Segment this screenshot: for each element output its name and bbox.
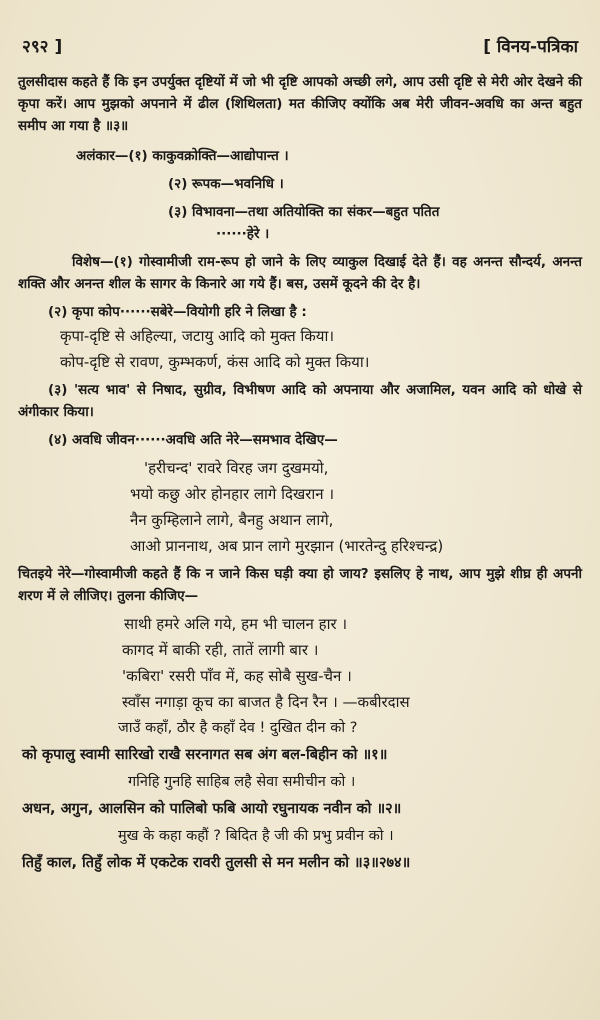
verse2-line-4: स्वाँस नगाड़ा कूच का बाजत है दिन रैन । —कबीरदास bbox=[122, 693, 410, 711]
verse1-line-4: आओ प्राननाथ, अब प्रान लागे मुरझान (भारतेन्दु हरिश्चन्द्र) bbox=[130, 537, 444, 555]
pada-line-2: को कृपालु स्वामी सारिखो राखै सरनागत सब अंग बल-बिहीन को ॥१॥ bbox=[22, 747, 388, 763]
page-header bbox=[18, 34, 582, 57]
verse1-line-2: भयो कछु ओर होनहार लागे दिखरान । bbox=[130, 485, 335, 503]
verse2-line-2: कागद में बाकी रही, तातें लागी बार । bbox=[122, 641, 319, 659]
quote-line-2: कोप-दृष्टि से रावण, कुम्भकर्ण, कंस आदि को मुक्त किया। bbox=[60, 353, 370, 371]
verse1-line-3: नैन कुम्हिलाने लागे, बैनहु अथान लागे, bbox=[130, 511, 334, 529]
alankar-line-1: अलंकार—(१) काकुवक्रोक्ति—आद्योपान्त । bbox=[76, 148, 289, 164]
verse1-line-1: 'हरीचन्द' रावरे विरह जग दुखमयो, bbox=[144, 459, 329, 477]
vishesh-paragraph-3: (३) 'सत्य भाव' से निषाद, सुग्रीव, विभीषण आदि को अपनाया और अजामिल, यवन आदि को धोखे से अंगीकार किया। bbox=[18, 382, 582, 420]
pada-line-4: अधन, अगुन, आलसिन को पालिबो फबि आयो रघुनायक नवीन को ॥२॥ bbox=[22, 801, 402, 817]
verse2-line-1: साथी हमरे अलि गये, हम भी चालन हार । bbox=[124, 615, 348, 633]
verse2-line-3: 'कबिरा' रसरी पाँव में, कह सोबै सुख-चैन । bbox=[122, 667, 352, 685]
quote-line-1: कृपा-दृष्टि से अहिल्या, जटायु आदि को मुक्त किया। bbox=[60, 327, 335, 345]
alankar-line-2: (२) रूपक—भवनिधि । bbox=[168, 176, 284, 192]
pada-line-3: गनिहि गुनहि साहिब लहै सेवा समीचीन को । bbox=[128, 774, 356, 790]
book-title: [ विनय-पत्रिका bbox=[483, 37, 578, 57]
alankar-line-3-cont: ······हेरे । bbox=[216, 226, 270, 242]
pada-line-6: तिहुँ काल, तिहुँ लोक में एकटेक रावरी तुलसी से मन मलीन को ॥३॥२७४॥ bbox=[22, 855, 411, 871]
pada-line-5: मुख के कहा कहौं ? बिदित है जी की प्रभु प्रवीन को । bbox=[118, 828, 394, 844]
alankar-line-3: (३) विभावना—तथा अतियोक्ति का संकर—बहुत पतित bbox=[168, 204, 440, 220]
pada-line-1: जाउँ कहाँ, ठौर है कहाँ देव ! दुखित दीन को ? bbox=[118, 720, 358, 736]
vishesh-paragraph-4: (४) अवधि जीवन······अवधि अति नेरे—समभाव देखिए— bbox=[48, 432, 338, 448]
chitaiye-paragraph: चितइये नेरे—गोस्वामीजी कहते हैं कि न जाने किस घड़ी क्या हो जाय? इसलिए हे नाथ, आप मुझे शीघ्र ही अपनी शरण में ले लीजिए। तुलना कीजिए— bbox=[18, 566, 582, 604]
vishesh-paragraph-1: विशेष—(१) गोस्वामीजी राम-रूप हो जाने के लिए व्याकुल दिखाई देते हैं। वह अनन्त सौन्दर्य, अनन्त शक्ति और अनन्त शील के सागर के किनारे आ गये हैं। बस, उसमें कूदने की देर है। bbox=[18, 254, 582, 292]
vishesh-paragraph-2: (२) कृपा कोप······सबेरे—वियोगी हरि ने लिखा है : bbox=[48, 304, 307, 320]
page-number: २९२ ] bbox=[22, 37, 63, 57]
intro-paragraph: तुलसीदास कहते हैं कि इन उपर्युक्त दृष्टियों में जो भी दृष्टि आपको अच्छी लगे, आप उसी दृष्टि से मेरी ओर देखने की कृपा करें। आप मुझको अपनाने में ढील (शिथिलता) मत कीजिए क्योंकि अब मेरी जीवन-अवधि का अन्त बहुत समीप आ गया है ॥३॥ bbox=[18, 74, 582, 134]
